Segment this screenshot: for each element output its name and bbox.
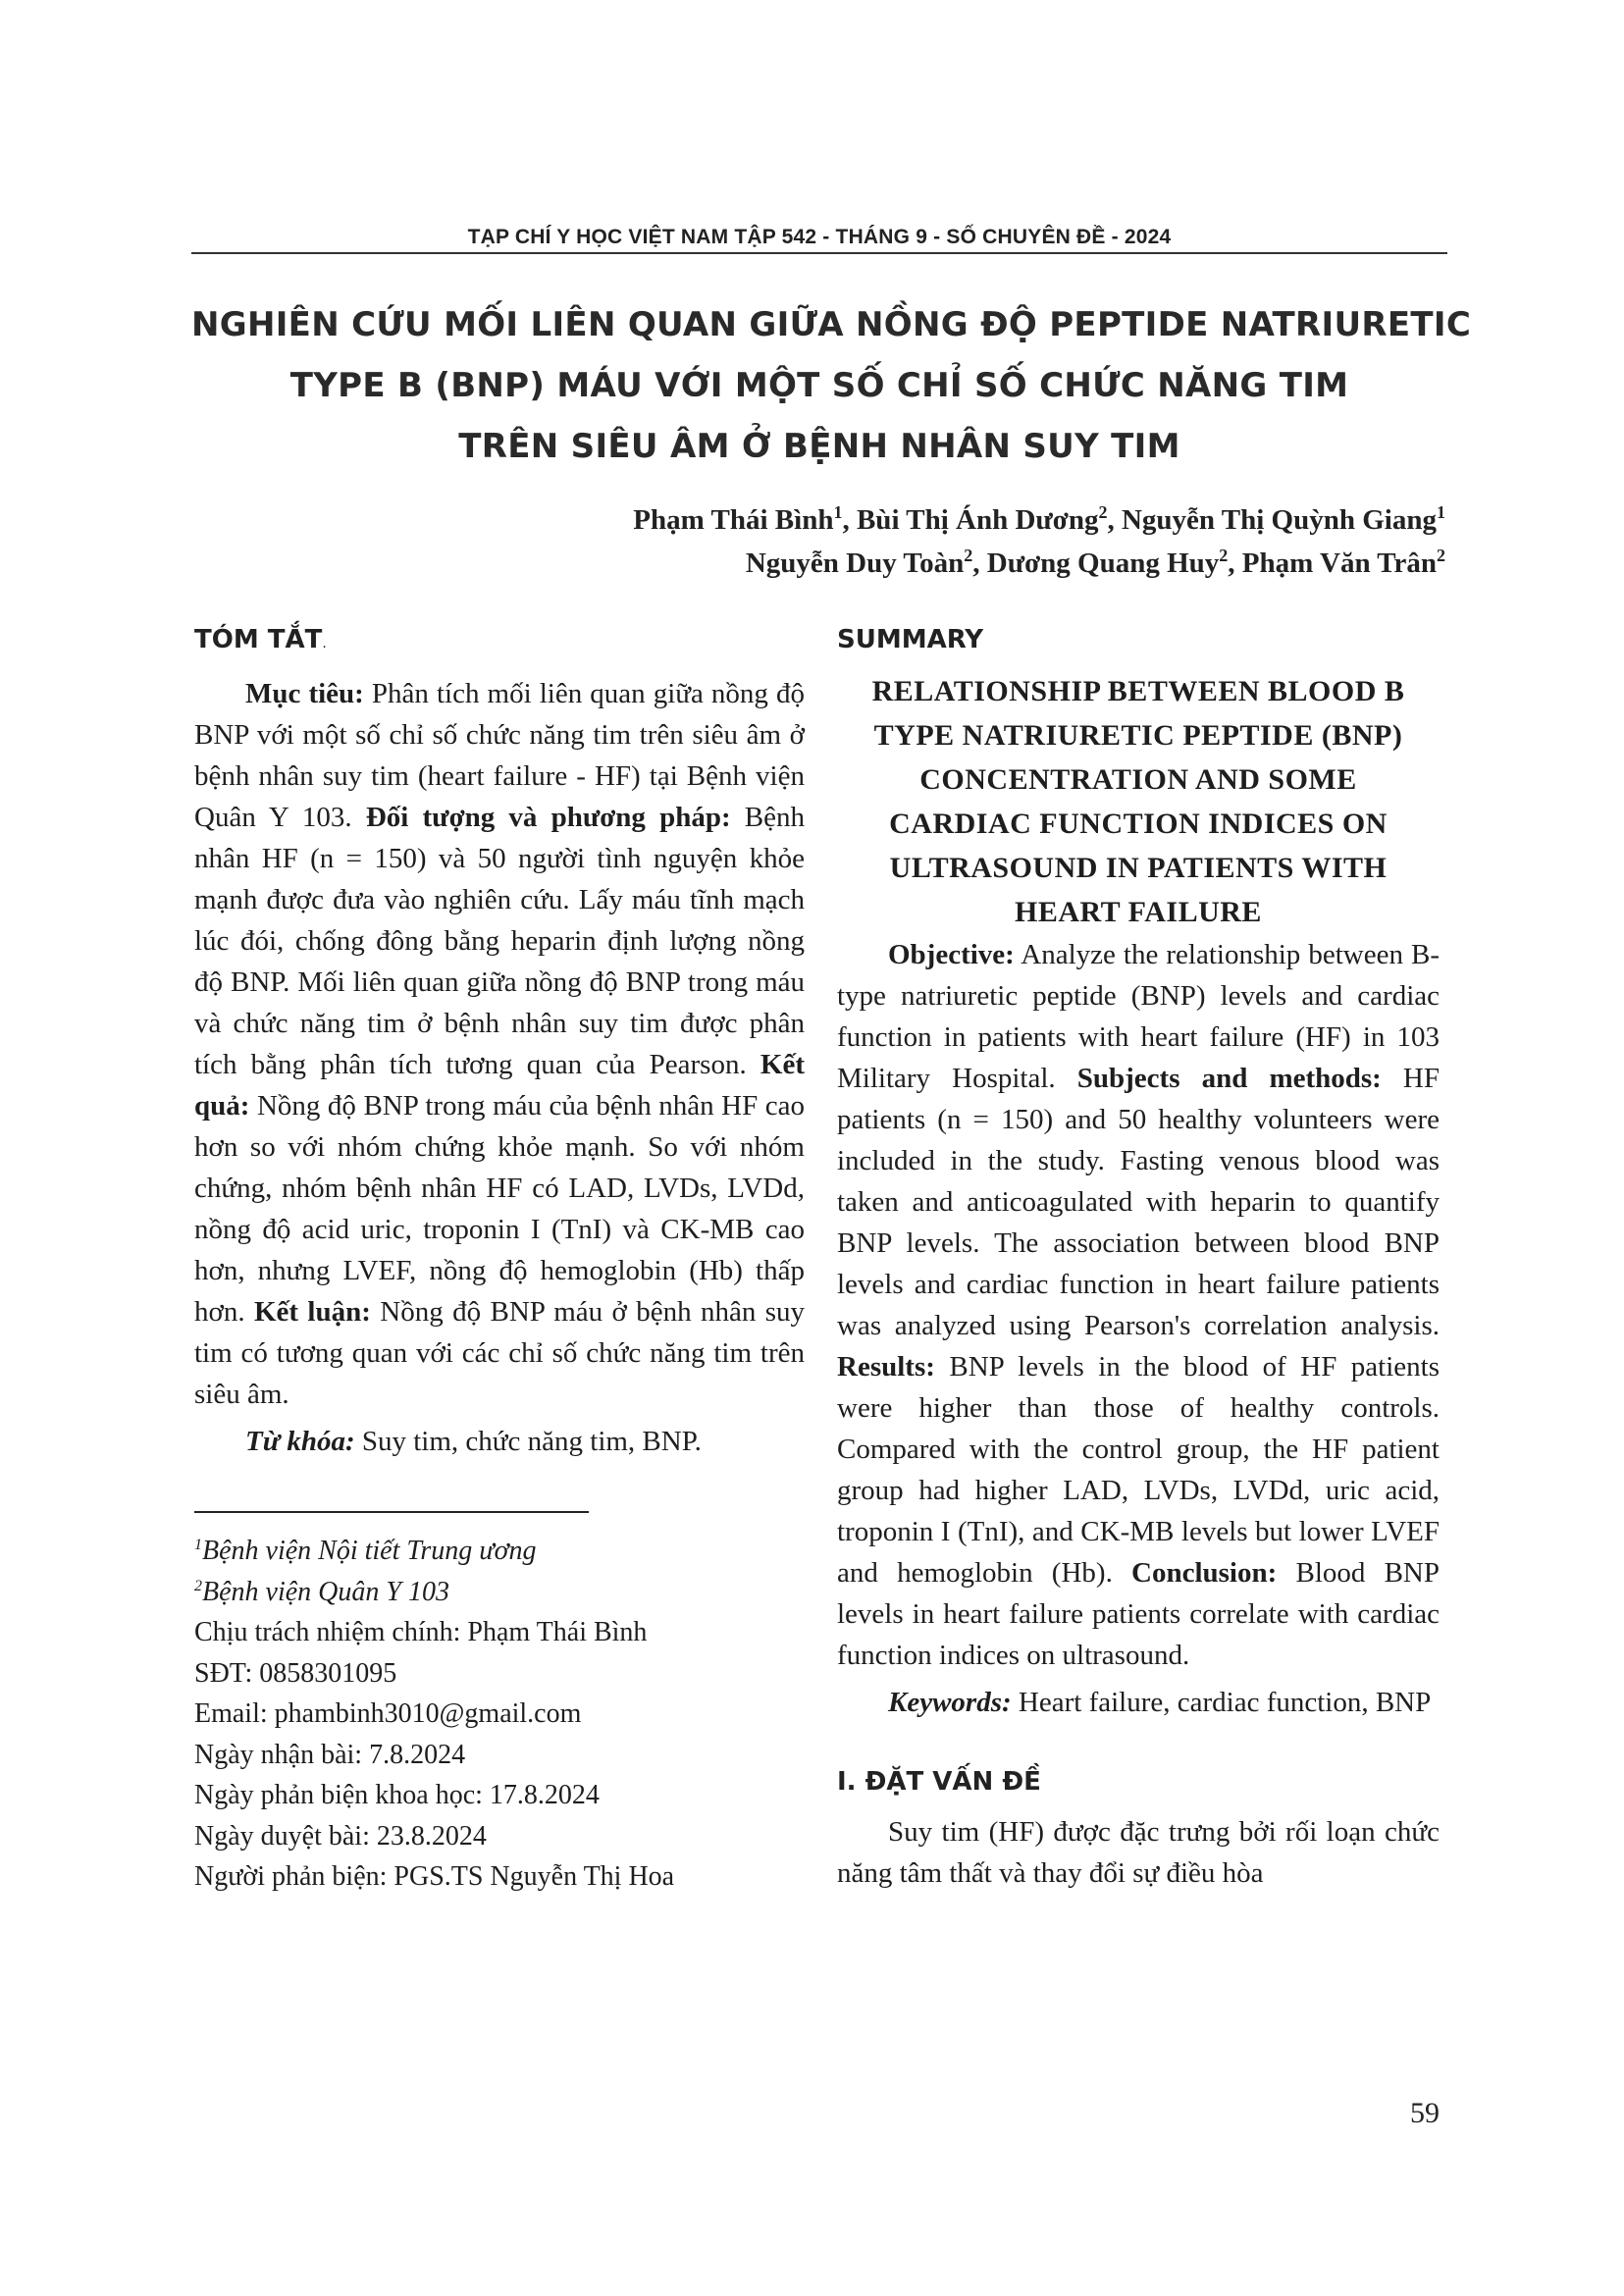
en-title [837,669,1440,934]
en-abstract-body [837,934,1440,1676]
author-name: Bùi Thị Ánh Dương [856,504,1099,536]
footnote-rule [194,1511,589,1513]
vn-conclusion-text: Nồng độ BNP máu ở bệnh nhân suy tim có tương quan với các chỉ số chức năng tim trên siêu âm. [194,1296,805,1410]
footnote-marker: 1 [194,1537,202,1553]
footnote-reviewer: Người phản biện: PGS.TS Nguyễn Thị Hoa [194,1861,675,1892]
footnote-accepted: Ngày duyệt bài: 23.8.2024 [194,1820,487,1852]
en-conclusion-label: Conclusion: [1131,1557,1278,1589]
vn-abstract-heading-text: TÓM TẮT [194,625,323,654]
footnote-corresponding: Chịu trách nhiệm chính: Phạm Thái Bình [194,1617,648,1647]
author-affiliation: 2 [964,546,973,565]
en-title-line: CARDIAC FUNCTION INDICES ON [889,808,1388,840]
vn-keywords-label: Từ khóa: [245,1426,355,1457]
page-number: 59 [1410,2097,1440,2129]
section-1-paragraph: Suy tim (HF) được đặc trưng bởi rối loạn chức năng tâm thất và thay đổi sự điều hòa [837,1816,1440,1889]
vn-keywords [194,1421,805,1462]
title-line: TYPE B (BNP) MÁU VỚI MỘT SỐ CHỈ SỐ CHỨC NĂNG TIM [289,366,1349,405]
footnote-received: Ngày nhận bài: 7.8.2024 [194,1739,466,1770]
en-title-line: ULTRASOUND IN PATIENTS WITH [889,852,1388,884]
author-line: Nguyễn Duy Toàn$^2$, Dương Quang Huy$^2$, Phạm Văn Trân$^2$ [745,546,1445,579]
vn-objective-label: Mục tiêu: [245,678,364,709]
author-affiliation: 2 [1437,546,1445,565]
footnote-email: Email: phambinh3010@gmail.com [194,1698,582,1729]
left-column [194,620,805,1898]
footnote-text: Bệnh viện Quân Y 103 [202,1576,449,1607]
en-title-line: TYPE NATRIURETIC PEPTIDE (BNP) [873,719,1403,752]
vn-conclusion-label: Kết luận: [253,1296,371,1328]
en-methods-label: Subjects and methods: [1076,1063,1382,1094]
en-conclusion-text: Blood BNP levels in heart failure patients correlate with cardiac function indices on ultrasound. [837,1557,1440,1671]
en-title-line: HEART FAILURE [1015,896,1262,928]
footnote-marker: 2 [194,1577,202,1594]
section-1-heading: I. ĐẶT VẤN ĐỀ [837,1767,1041,1797]
footnote-text: Bệnh viện Nội tiết Trung ương [202,1536,537,1566]
vn-methods-label: Đối tượng và phương pháp: [365,802,731,833]
article-title [191,294,1472,477]
en-objective-label: Objective: [888,939,1015,970]
author-affiliation: 2 [1219,546,1229,565]
vn-results-label: Kết quả: [194,1049,805,1122]
en-keywords-label: Keywords: [888,1687,1012,1718]
en-methods-text: HF patients (n = 150) and 50 healthy volunteers were included in the study. Fasting venous blood was taken and anticoagulated with heparin to quantify BNP levels. The association between blood BNP levels and cardiac function in heart failure patients was analyzed using Pearson's correlation analysis. [837,1063,1440,1341]
footnotes [194,1531,805,1898]
vn-objective-text: Phân tích mối liên quan giữa nồng độ BNP với một số chỉ số chức năng tim trên siêu âm ở bệnh nhân suy tim (heart failure - HF) tại Bệnh viện Quân Y 103. [194,678,806,833]
author-line: Phạm Thái Bình$^1$, Bùi Thị Ánh Dương$^2$, Nguyễn Thị Quỳnh Giang$^1$ [633,502,1445,536]
en-keywords-text: Heart failure, cardiac function, BNP [1011,1687,1432,1718]
author-name: Phạm Văn Trân [1241,548,1437,579]
footnote-affiliation-2 [194,1572,805,1613]
footnote-reviewed: Ngày phản biện khoa học: 17.8.2024 [194,1780,600,1810]
en-summary-heading: SUMMARY [837,625,984,654]
en-keywords [837,1682,1440,1723]
journal-header: TẠP CHÍ Y HỌC VIỆT NAM TẬP 542 - THÁNG 9 - SỐ CHUYÊN ĐỀ - 2024 [467,226,1172,248]
author-name: Dương Quang Huy [986,548,1220,579]
author-affiliation: 1 [833,502,843,522]
author-affiliation: 1 [1437,502,1445,522]
vn-methods-text: Bệnh nhân HF (n = 150) và 50 người tình nguyện khỏe mạnh được đưa vào nghiên cứu. Lấy máu tĩnh mạch lúc đói, chống đông bằng heparin định lượng nồng độ BNP. Mối liên quan giữa nồng độ BNP trong máu và chức năng tim ở bệnh nhân suy tim được phân tích bằng phân tích tương quan của Pearson. [194,802,805,1080]
en-results-text: BNP levels in the blood of HF patients were higher than those of healthy controls. Compared with the control group, the HF patient group had higher LAD, LVDs, LVDd, uric acid, troponin I (TnI), and CK-MB levels but lower LVEF and hemoglobin (Hb). [837,1351,1440,1589]
en-objective-text: Analyze the relationship between B-type natriuretic peptide (BNP) levels and cardiac function in patients with heart failure (HF) in 103 Military Hospital. [837,939,1440,1094]
en-title-line: CONCENTRATION AND SOME [919,763,1357,796]
author-name: Phạm Thái Bình [633,504,834,536]
heading-mark: . [322,636,327,652]
footnote-phone: SĐT: 0858301095 [194,1657,397,1689]
footnote-affiliation-1 [194,1531,805,1572]
vn-results-text: Nồng độ BNP trong máu của bệnh nhân HF cao hơn so với nhóm chứng khỏe mạnh. So với nhóm chứng, nhóm bệnh nhân HF có LAD, LVDs, LVDd, nồng độ acid uric, troponin I (TnI) và CK-MB cao hơn, nhưng LVEF, nồng độ hemoglobin (Hb) thấp hơn. [194,1090,805,1328]
title-line: NGHIÊN CỨU MỐI LIÊN QUAN GIỮA NỒNG ĐỘ PEPTIDE NATRIURETIC [191,305,1472,344]
header-rule [191,252,1447,254]
right-column [837,620,1440,1894]
author-list [366,498,1445,585]
vn-abstract-heading [194,620,805,663]
title-line: TRÊN SIÊU ÂM Ở BỆNH NHÂN SUY TIM [458,427,1180,466]
en-title-line: RELATIONSHIP BETWEEN BLOOD B [871,675,1405,707]
en-results-label: Results: [837,1351,935,1383]
vn-keywords-text: Suy tim, chức năng tim, BNP. [354,1426,702,1457]
author-affiliation: 2 [1098,502,1108,522]
author-name: Nguyễn Thị Quỳnh Giang [1121,504,1437,536]
author-name: Nguyễn Duy Toàn [745,548,965,579]
vn-abstract-body [194,673,805,1415]
